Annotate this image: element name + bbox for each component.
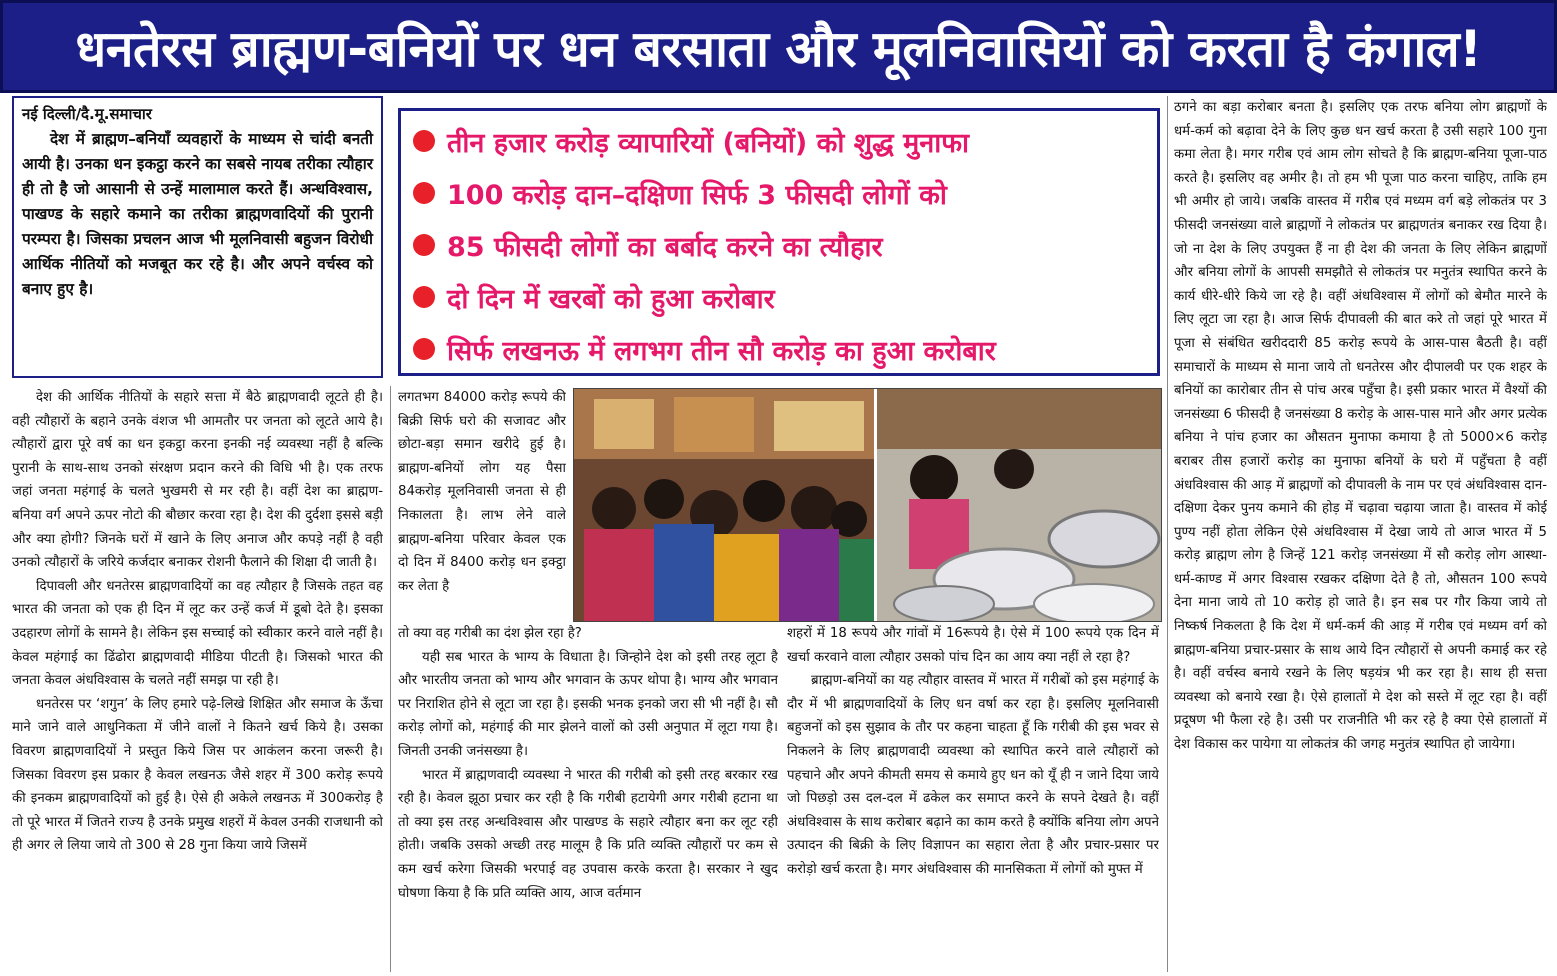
- paragraph: धनतेरस पर ‘शगुन’ के लिए हमारे पढ़े-लिखे शिक्षित और समाज के ऊँचा माने जाने वाले आधुनिकता में जीने वालों ने कितने खर्च किये है। उसका विवरण ब्राह्मणवादियों ने प्रस्तुत किये जिस पर आकंलन करना जरूरी है। जिसका विवरण इस प्रकार है केवल लखनऊ जैसे शहर में 300 करोड़ रूपये की इनकम ब्राह्मणवादियों को हुई है। ऐसे ही अकेले लखनऊ में 300करोड़ है तो पूरे भारत में जितने राज्य है उनके प्रमुख शहरों में केवल उनकी राजधानी को ही अगर ले लिया जाये तो 300 से 28 गुना किया जाये जिसमें: [12, 696, 383, 854]
- paragraph: शहरों में 18 रूपये और गांवों में 16रूपये है। ऐसे में 100 रूपये एक दिन में खर्चा करवाने वाला त्यौहार उसको पांच दिन का आय क्या नहीं ले रहा है?: [787, 626, 1159, 665]
- paragraph: ब्राह्मण-बनियों का यह त्यौहार वास्तव में भारत में गरीबों को इस महंगाई के दौर में भी ब्राह्मणवादियों के लिए धन वर्षा कर रहा है। इसलिए मूलनिवासी बहुजनों को इस सुझाव के तौर पर कहना चाहता हूँ कि गरीबी की इस भवर से निकलने के लिए ब्राह्मणवादी व्यवस्था को स्थापित करने वाले त्यौहारों को पहचाने और अपने कीमती समय से कमाये हुए धन को यूँ ही न जाने दिया जाये जो पिछड़ो उस दल-दल में ढकेल कर समाप्त करने के सपने देखते है। वहीं अंधविश्वास के साथ करोबार बढ़ाने का काम करते है क्योंकि बनिया लोग अपने उत्पादन की बिक्री के लिए विज्ञापन का सहारा लेता है और प्रचार-प्रसार पर करोड़ो खर्च करता है। मगर अंधविश्वास की मानसिकता में लोगों को मुफ्त में: [787, 673, 1159, 877]
- column-divider: [390, 386, 391, 972]
- intro-box: [12, 96, 383, 378]
- paragraph: दिपावली और धनतेरस ब्राह्मणवादियों का वह त्यौहार है जिसके तहत वह भारत की जनता को एक ही दिन में लूट कर उन्हें कर्ज में डूबो देते है। इसका उदहारण लोगों के सामने है। लेकिन इस सच्चाई को स्वीकार करने वाले नहीं है। केवल महंगाई का ढिंढोरा ब्राह्मणवादी मीडिया पीटती है। जिसको भारत की जनता केवल अंधविश्वास के चलते नहीं समझ पा रही है।: [12, 578, 383, 689]
- highlight-text: दो दिन में खरबों को हुआ करोबार: [447, 283, 775, 315]
- paragraph: देश की आर्थिक नीतियों के सहारे सत्ता में बैठे ब्राह्मणवादी लूटते ही है। वही त्यौहारों के बहाने उनके वंशज भी आमतौर पर जनता को लूटते आये है। त्यौहारों द्वारा पूरे वर्ष का धन इकट्ठा करना इनकी नई व्यवस्था नहीं है बल्कि पुरानी के साथ-साथ उनको संरक्षण प्रदान करने की विधि भी है। एक तरफ जहां जनता महंगाई के चलते भुखमरी से मर रही है। वहीं देश का ब्राह्मण-बनिया वर्ग अपने ऊपर नोटो की बौछार करवा रहा है। देश की दुर्दशा इससे बड़ी और क्या होगी? जिनके घरों में खाने के लिए अनाज और कपड़े नहीं है वही उनको त्यौहारों के जरिये कर्जदार बनाकर रोशनी फैलाने की शिक्षा दी जाती है।: [12, 390, 383, 571]
- highlight-text: तीन हजार करोड़ व्यापारियों (बनियों) को शुद्ध मुनाफा: [447, 127, 970, 159]
- bullet-icon: [413, 130, 435, 152]
- paragraph: लगतभग 84000 करोड़ रूपये की बिक्री सिर्फ घरो की सजावट और छोटा-बड़ा समान खरीदे हुई है। ब्राह्मण-बनियों लोग यह पैसा 84करोड़ मूलनिवासी जनता से ही निकालता है। लाभ लेने वाले ब्राह्मण-बनिया परिवार केवल एक दो दिन में 8400 करोड़ धन इक्ट्ठा कर लेता है: [398, 390, 566, 594]
- highlight-item: [413, 323, 1145, 375]
- highlight-item: [413, 167, 1145, 219]
- bullet-icon: [413, 182, 435, 204]
- highlight-box: [398, 108, 1160, 376]
- paragraph: तो क्या वह गरीबी का दंश झेल रहा है?: [398, 626, 582, 641]
- bullet-icon: [413, 234, 435, 256]
- article-column-4: [1174, 96, 1547, 972]
- highlight-item: [413, 219, 1145, 271]
- article-column-2-bottom: [398, 622, 778, 972]
- headline: धनतेरस ब्राह्मण-बनियों पर धन बरसाता और मूलनिवासियों को करता है कंगाल!: [0, 0, 1557, 93]
- article-column-3: [787, 622, 1159, 972]
- highlight-item: [413, 115, 1145, 167]
- bullet-icon: [413, 338, 435, 360]
- bullet-icon: [413, 286, 435, 308]
- intro-text: देश में ब्राह्मण–बनियाँ व्यवहारों के माध्यम से चांदी बनती आयी है। उनका धन इकट्ठा करने का सबसे नायब तरीका त्यौहार ही तो है जो आसानी से उन्हें मालामाल करते हैं। अन्धविश्वास, पाखण्ड के सहारे कमाने का तरीका ब्राह्मणवादियों की पुरानी परम्परा है। जिसका प्रचलन आज भी मूलनिवासी बहुजन विरोधी आर्थिक नीतियों को मजबूत कर रहे है। और अपने वर्चस्व को बनाए हुए है।: [22, 130, 373, 298]
- paragraph: भारत में ब्राह्मणवादी व्यवस्था ने भारत की गरीबी को इसी तरह बरकार रख रही है। केवल झूठा प्रचार कर रही है कि गरीबी हटायेगी अगर गरीबी हटाना था तो क्या इस तरह अन्धविश्वास और पाखण्ड के सहारे त्यौहार बना कर लूट रही होती। जबकि उसको अच्छी तरह मालूम है कि प्रति व्यक्ति त्यौहारों पर कम से कम खर्च करेगा जिसकी भरपाई वह उपवास करके करता है। सरकार ने खुद घोषणा किया है कि प्रति व्यक्ति आय, आज वर्तमान: [398, 767, 778, 901]
- highlight-text: सिर्फ लखनऊ में लगभग तीन सौ करोड़ का हुआ करोबार: [447, 335, 996, 367]
- paragraph: ठगने का बड़ा करोबार बनता है। इसलिए एक तरफ बनिया लोग ब्राह्मणों के धर्म-कर्म को बढ़ावा देने के लिए कुछ धन खर्च करता है उसी सहारे 100 गुना कमा लेता है। मगर गरीब एवं आम लोग सोचते है कि ब्राह्मण-बनिया पूजा-पाठ करते है। इसलिए वह अमीर है। तो हम भी पूजा पाठ करना चाहिए, ताकि हम भी अमीर हो जाये। जबकि वास्तव में गरीब एवं मध्यम वर्ग बड़े लोकतंत्र पर 3 फीसदी जनसंख्या वाले ब्राह्मणों ने लोकतंत्र पर ब्राह्मणतंत्र बनाकर रख दिया है। जो ना देश के लिए उपयुक्त हैं ना ही देश की जनता के लिए लेकिन ब्राह्मणों और बनिया लोगों के आपसी समझौते से लोकतंत्र पर मनुतंत्र स्थापित करने के कार्य धीरे-धीरे किये जा रहे है। वहीं अंधविश्वास में लोगों को बेमौत मारने के लिए लूटा जा रहा है। आज सिर्फ दीपावली की बात करे तो जहां पूरे भारत में पूजा से संबंधित खरीददारी 85 करोड़ रूपये के आस-पास बैठती है। वहीं समाचारों के माध्यम से माना जाये तो धनतेरस और दीपालवी पर एक शहर के बनियों का कारोबार तीन से पांच अरब पहुँचा है। इसी प्रकार भारत में वैश्यों की जनसंख्या 6 फीसदी है जनसंख्या 8 करोड़ के आस-पास माने और अगर प्रत्येक बनिया ने पांच हजार का औसतन मुनाफा कमाया है तो 5000×6 करोड़ बराबर तीस हजारों करोड़ का मुनाफा बनियों के घरो में पहुँचता है वहीं अंधविश्वास की आड़ में ब्राह्मणों को दीपावली के नाम पर एवं अंधविश्वास दान-दक्षिणा देकर पुनय कमाने की होड़ में चढ़ावा चढ़ाया जाता है। वास्तव में कोई पुण्य नहीं होता लेकिन ऐसे अंधविश्वास में देखा जाये तो आज भारत में 5 करोड़ ब्राह्मण लोग है जिन्हें 121 करोड़ जनसंख्या में सौ करोड़ लोग आस्था-धर्म-काण्ड में अगर विश्वास रखकर दक्षिणा देते है तो, औसतन 100 रूपये देना माना जाये तो 10 करोड़ हो जाते है। इन सब पर गौर किया जाये तो निष्कर्ष निकलता है कि देश में धर्म-कर्म की आड़ में गरीब एवं मध्यम वर्ग को ब्राह्मण-बनिया प्रचार-प्रसार के साथ आये दिन त्यौहारों से अपनी कमाई कर रहे है। वहीं वर्चस्व बनाये रखने के लिए षड़यंत्र भी कर रहा है। साथ ही सत्ता व्यवस्था को बनाये रखा है। ऐसे हालातों मे देश को सस्ते में लूट रहा है। वहीं प्रदूषण भी फैला रहे है। उसी पर राजनीति भी कर रहे है क्या ऐसे हालातों में देश विकास कर पायेगा या लोकतंत्र की जगह मनुतंत्र स्थापित हो जायेगा।: [1174, 100, 1547, 753]
- highlight-text: 100 करोड़ दान–दक्षिणा सिर्फ 3 फीसदी लोगों को: [447, 179, 947, 211]
- highlight-text: 85 फीसदी लोगों का बर्बाद करने का त्यौहार: [447, 231, 883, 263]
- shoppers-photo-icon: [574, 389, 1161, 621]
- news-photo: [573, 388, 1162, 622]
- article-column-1: [12, 386, 383, 972]
- highlight-item: [413, 271, 1145, 323]
- paragraph: यही सब भारत के भाग्य के विधाता है। जिन्होने देश को इसी तरह लूटा है और भारतीय जनता को भाग्य और भगवान के ऊपर थोपा है। भाग्य और भगवान पर निराशित होने से लूटा जा रहा है। इसकी भनक इनको जरा सी भी नहीं है। सौ करोड़ लोगों को, महंगाई की मार झेलने वालों को उसी अनुपात में लूटा गया है। जिनती उनकी जनंसख्या है।: [398, 649, 778, 759]
- dateline: नई दिल्ली/दै.मू.समाचार: [22, 105, 152, 123]
- column-divider: [1167, 96, 1168, 972]
- article-column-2-top: [398, 386, 566, 622]
